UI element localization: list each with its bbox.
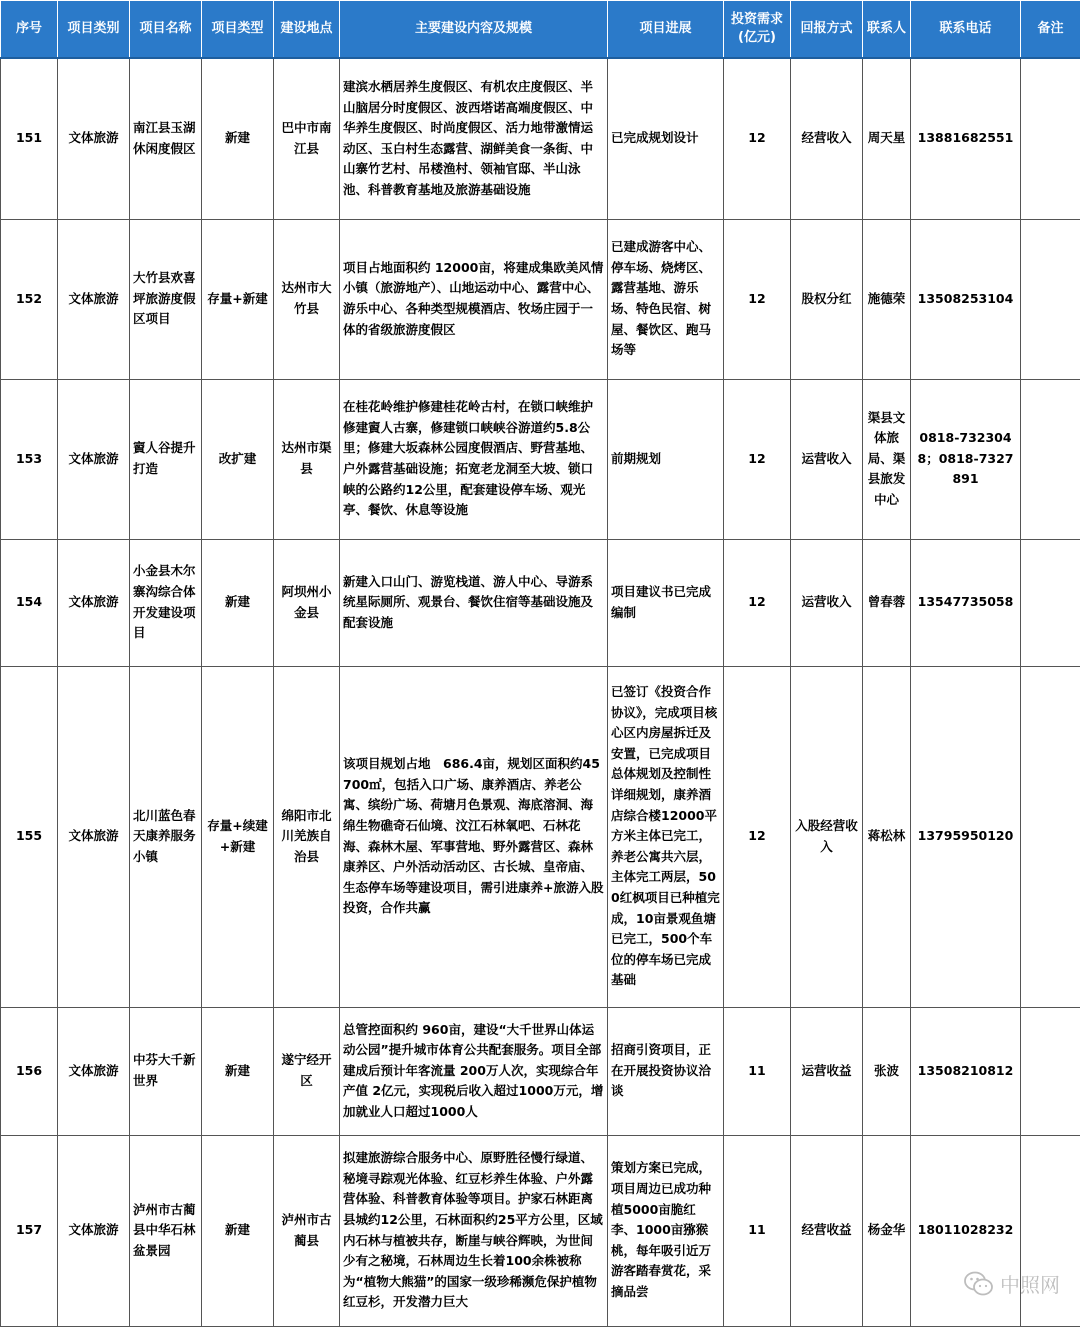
header-content: 主要建设内容及规模 xyxy=(340,1,608,59)
cell-content: 建滨水栖居养生度假区、有机农庄度假区、半山脑居分时度假区、波西塔诺高端度假区、中华养生度假区、时尚度假区、活力地带激情运动区、玉白村生态露营、湖鲜美食一条街、中山寨竹艺村、吊楼渔村、领袖官邸、半山泳池、科普教育基地及旅游基础设施 xyxy=(340,58,608,219)
cell-category: 文体旅游 xyxy=(58,1135,130,1326)
cell-no: 157 xyxy=(1,1135,58,1326)
cell-contact: 施德荣 xyxy=(863,219,911,379)
cell-no: 153 xyxy=(1,379,58,539)
header-no: 序号 xyxy=(1,1,58,59)
cell-type: 新建 xyxy=(202,58,274,219)
cell-phone: 13547735058 xyxy=(911,539,1021,666)
cell-note xyxy=(1021,219,1080,379)
table-row xyxy=(1,379,1080,539)
watermark xyxy=(964,1269,1060,1298)
cell-contact: 渠县文体旅局、渠县旅发中心 xyxy=(863,379,911,539)
cell-investment: 11 xyxy=(724,1007,791,1135)
cell-note xyxy=(1021,58,1080,219)
header-category: 项目类别 xyxy=(58,1,130,59)
table-header-row xyxy=(1,1,1080,59)
cell-return: 股权分红 xyxy=(791,219,863,379)
cell-name: 北川蓝色春天康养服务小镇 xyxy=(130,666,202,1007)
cell-no: 156 xyxy=(1,1007,58,1135)
cell-location: 巴中市南江县 xyxy=(274,58,340,219)
header-progress: 项目进展 xyxy=(608,1,724,59)
cell-investment: 12 xyxy=(724,219,791,379)
cell-name: 南江县玉湖休闲度假区 xyxy=(130,58,202,219)
cell-category: 文体旅游 xyxy=(58,666,130,1007)
cell-note xyxy=(1021,379,1080,539)
header-location: 建设地点 xyxy=(274,1,340,59)
table-row xyxy=(1,539,1080,666)
cell-location: 达州市渠县 xyxy=(274,379,340,539)
cell-note xyxy=(1021,539,1080,666)
header-contact: 联系人 xyxy=(863,1,911,59)
header-return: 回报方式 xyxy=(791,1,863,59)
cell-content: 新建入口山门、游览栈道、游人中心、导游系统星际厕所、观景台、餐饮住宿等基础设施及配套设施 xyxy=(340,539,608,666)
cell-return: 运营收益 xyxy=(791,1007,863,1135)
cell-location: 遂宁经开区 xyxy=(274,1007,340,1135)
cell-progress: 策划方案已完成，项目周边已成功种植5000亩脆红李、1000亩猕猴桃，每年吸引近万游客踏春赏花，采摘品尝 xyxy=(608,1135,724,1326)
cell-return: 入股经营收入 xyxy=(791,666,863,1007)
cell-type: 新建 xyxy=(202,1135,274,1326)
header-note: 备注 xyxy=(1021,1,1080,59)
watermark-text: 中照网 xyxy=(1000,1273,1060,1297)
cell-name: 中芬大千新世界 xyxy=(130,1007,202,1135)
table-row xyxy=(1,666,1080,1007)
cell-investment: 11 xyxy=(724,1135,791,1326)
cell-location: 绵阳市北川羌族自治县 xyxy=(274,666,340,1007)
cell-no: 151 xyxy=(1,58,58,219)
cell-type: 新建 xyxy=(202,1007,274,1135)
cell-contact: 周天星 xyxy=(863,58,911,219)
cell-investment: 12 xyxy=(724,539,791,666)
cell-phone: 13508210812 xyxy=(911,1007,1021,1135)
cell-progress: 前期规划 xyxy=(608,379,724,539)
cell-contact: 曾春蓉 xyxy=(863,539,911,666)
cell-note xyxy=(1021,666,1080,1007)
table-row xyxy=(1,58,1080,219)
cell-investment: 12 xyxy=(724,58,791,219)
cell-type: 存量+续建+新建 xyxy=(202,666,274,1007)
cell-no: 155 xyxy=(1,666,58,1007)
cell-progress: 已建成游客中心、停车场、烧烤区、露营基地、游乐场、特色民宿、树屋、餐饮区、跑马场等 xyxy=(608,219,724,379)
cell-category: 文体旅游 xyxy=(58,379,130,539)
cell-return: 经营收益 xyxy=(791,1135,863,1326)
cell-type: 存量+新建 xyxy=(202,219,274,379)
cell-name: 賨人谷提升打造 xyxy=(130,379,202,539)
cell-phone: 13881682551 xyxy=(911,58,1021,219)
cell-return: 运营收入 xyxy=(791,539,863,666)
cell-name: 小金县木尔寨沟综合体开发建设项目 xyxy=(130,539,202,666)
cell-category: 文体旅游 xyxy=(58,219,130,379)
cell-name: 泸州市古蔺县中华石林盆景园 xyxy=(130,1135,202,1326)
cell-type: 改扩建 xyxy=(202,379,274,539)
cell-content: 拟建旅游综合服务中心、原野胜径慢行绿道、秘境寻踪观光体验、红豆杉养生体验、户外露营体验、科普教育体验等项目。护家石林距离县城约12公里，石林面积约25平方公里，区域内石林与植被共存，断崖与峡谷辉映，为世间少有之秘境，石林周边生长着100余株被称为“植物大熊猫”的国家一级珍稀濒危保护植物红豆杉，开发潜力巨大 xyxy=(340,1135,608,1326)
cell-progress: 已签订《投资合作协议》，完成项目核心区内房屋拆迁及安置，已完成项目总体规划及控制性详细规划，康养酒店综合楼12000平方米主体已完工，养老公寓共六层，主体完工两层，500红枫项目已种植完成，10亩景观鱼塘已完工，500个车位的停车场已完成基础 xyxy=(608,666,724,1007)
cell-name: 大竹县欢喜坪旅游度假区项目 xyxy=(130,219,202,379)
cell-phone: 0818-7323048；0818-7327891 xyxy=(911,379,1021,539)
cell-progress: 已完成规划设计 xyxy=(608,58,724,219)
cell-no: 152 xyxy=(1,219,58,379)
cell-note xyxy=(1021,1007,1080,1135)
wechat-icon xyxy=(964,1271,994,1297)
cell-progress: 项目建议书已完成编制 xyxy=(608,539,724,666)
cell-type: 新建 xyxy=(202,539,274,666)
cell-content: 在桂花岭维护修建桂花岭古村，在锁口峡维护修建賨人古寨，修建锁口峡峡谷游道约5.8公里；修建大坂森林公园度假酒店、野营基地、户外露营基础设施；拓宽老龙洞至大坡、锁口峡的公路约12公里，配套建设停车场、观光亭、餐饮、休息等设施 xyxy=(340,379,608,539)
cell-phone: 18011028232 xyxy=(911,1135,1021,1326)
table-row xyxy=(1,1007,1080,1135)
header-type: 项目类型 xyxy=(202,1,274,59)
cell-content: 项目占地面积约 12000亩，将建成集欧美风情小镇（旅游地产）、山地运动中心、露营中心、游乐中心、各种类型规模酒店、牧场庄园于一体的省级旅游度假区 xyxy=(340,219,608,379)
cell-content: 该项目规划占地 686.4亩，规划区面积约45700㎡，包括入口广场、康养酒店、养老公寓、缤纷广场、荷塘月色景观、海底溶洞、海绵生物礁奇石仙境、汶江石林氧吧、石林花海、森林木屋、军事营地、野外露营区、森林康养区、户外活动活动区、古长城、皇帝庙、生态停车场等建设项目，需引进康养+旅游入股投资，合作共赢 xyxy=(340,666,608,1007)
header-name: 项目名称 xyxy=(130,1,202,59)
cell-investment: 12 xyxy=(724,379,791,539)
cell-return: 运营收入 xyxy=(791,379,863,539)
cell-return: 经营收入 xyxy=(791,58,863,219)
cell-location: 达州市大竹县 xyxy=(274,219,340,379)
cell-phone: 13795950120 xyxy=(911,666,1021,1007)
cell-location: 阿坝州小金县 xyxy=(274,539,340,666)
cell-contact: 杨金华 xyxy=(863,1135,911,1326)
cell-contact: 蒋松林 xyxy=(863,666,911,1007)
cell-category: 文体旅游 xyxy=(58,58,130,219)
table-row xyxy=(1,1135,1080,1326)
table-row xyxy=(1,219,1080,379)
header-phone: 联系电话 xyxy=(911,1,1021,59)
cell-location: 泸州市古蔺县 xyxy=(274,1135,340,1326)
cell-contact: 张波 xyxy=(863,1007,911,1135)
cell-no: 154 xyxy=(1,539,58,666)
cell-content: 总管控面积约 960亩，建设“大千世界山体运动公园”提升城市体育公共配套服务。项目全部建成后预计年客流量 200万人次，实现综合年产值 2亿元，实现税后收入超过1000万元，增加就业人口超过1000人 xyxy=(340,1007,608,1135)
cell-phone: 13508253104 xyxy=(911,219,1021,379)
cell-investment: 12 xyxy=(724,666,791,1007)
cell-progress: 招商引资项目，正在开展投资协议洽谈 xyxy=(608,1007,724,1135)
header-investment: 投资需求(亿元) xyxy=(724,1,791,59)
cell-category: 文体旅游 xyxy=(58,539,130,666)
cell-category: 文体旅游 xyxy=(58,1007,130,1135)
